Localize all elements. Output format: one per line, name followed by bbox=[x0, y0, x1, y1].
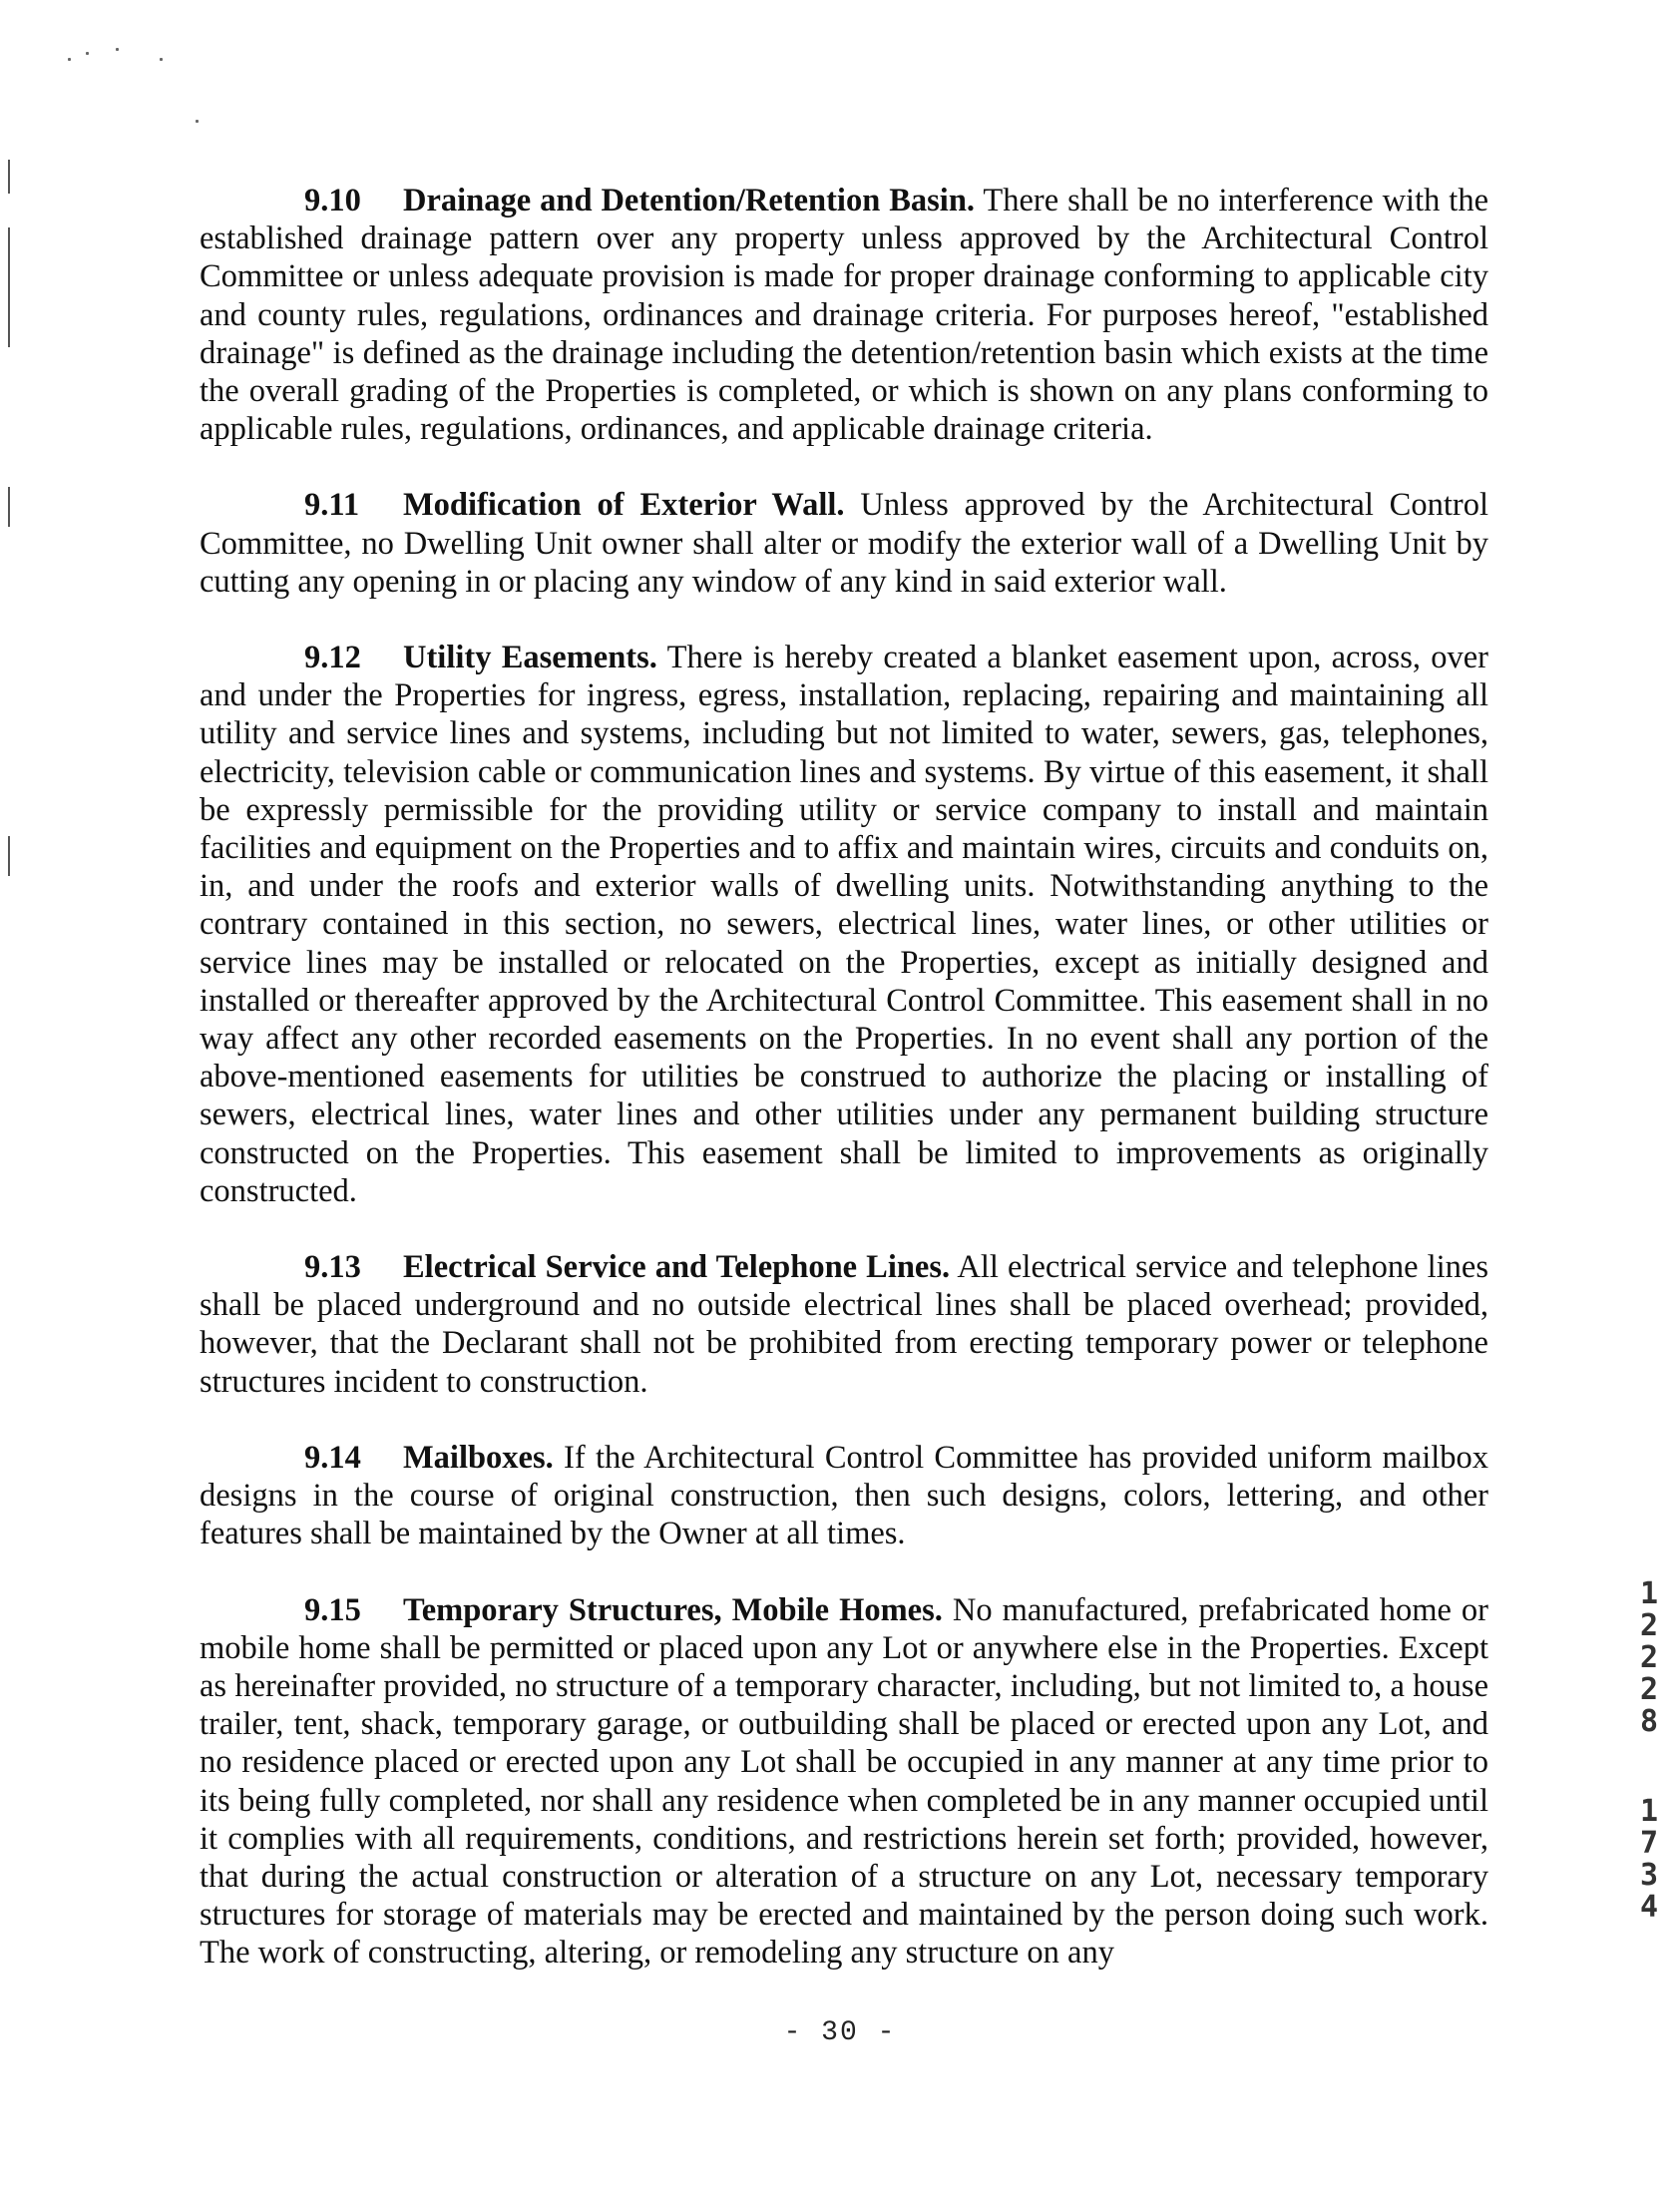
stamp-digit: 2 bbox=[1639, 1672, 1659, 1707]
stamp-digit: 3 bbox=[1639, 1858, 1659, 1893]
stamp-digit: 7 bbox=[1639, 1826, 1659, 1861]
scan-speck bbox=[68, 58, 71, 61]
section-body: All electrical service and telephone lines shall be placed underground and no outside electrical lines shall be placed overhead; provided, however, that the Declarant shall not be prohibited from erecting temporary power or telephone structures incident to construction. bbox=[200, 1249, 1488, 1400]
section-body: No manufactured, prefabricated home or mobile home shall be permitted or placed upon any Lot or anywhere else in the Properties. Except as hereinafter provided, no structure of a temporary character, including, but not limited to, a house trailer, tent, shack, temporary garage, or outbuilding shall be placed or erected upon any Lot, and no residence placed or erected upon any Lot shall be occupied in any manner at any time prior to its being fully completed, nor shall any residence when completed be in any manner occupied until it complies with all requirements, conditions, and restrictions herein set forth; provided, however, that during the actual construction or alteration of a structure on any Lot, necessary temporary structures for storage of materials may be erected and maintained by the person doing such work. The work of constructing, altering, or remodeling any structure on any bbox=[200, 1591, 1489, 1972]
section-heading: Modification of Exterior Wall. bbox=[403, 487, 845, 524]
section-number: 9.11 bbox=[304, 487, 360, 524]
section-9-13 bbox=[200, 1248, 1488, 1401]
stamp-gap bbox=[1634, 1738, 1664, 1796]
section-heading: Drainage and Detention/Retention Basin. bbox=[403, 183, 976, 219]
page-number: - 30 - bbox=[783, 2017, 897, 2048]
section-body: There shall be no interference with the established drainage pattern over any property unless approved by the Architectural Control Committee or unless adequate provision is made for proper drainage conforming to applicable city and county rules, regulations, ordinances and drainage criteria. For purposes hereof, "established drainage" is defined as the drainage including the detention/retention basin which exists at the time the overall grading of the Properties is completed, or which is shown on any plans conforming to applicable rules, regulations, ordinances, and applicable drainage criteria. bbox=[200, 183, 1489, 448]
stamp-digit: 2 bbox=[1639, 1640, 1659, 1675]
scan-mark bbox=[8, 227, 10, 347]
stamp-digit: 4 bbox=[1639, 1890, 1659, 1925]
section-body: There is hereby created a blanket easement upon, across, over and under the Properties for ingress, egress, installation, replacing, repairing and maintaining all utility and service lines and systems, including but not limited to water, sewers, gas, telephones, electricity, television cable or communication lines and systems. By virtue of this easement, it shall be expressly permissible for the providing utility or service company to install and maintain facilities and equipment on the Properties and to affix and maintain wires, circuits and conduits on, in, and under the roofs and exterior walls of dwelling units. Notwithstanding anything to the contrary contained in this section, no sewers, electrical lines, water lines, or other utilities or service lines may be installed or relocated on the Properties, except as initially designed and installed or thereafter approved by the Architectural Control Committee. This easement shall in no way affect any other recorded easements on the Properties. In no event shall any portion of the above-mentioned easements for utilities be construed to authorize the placing or installing of sewers, electrical lines, water lines and other utilities under any permanent building structure constructed on the Properties. This easement shall be limited to improvements as originally constructed. bbox=[200, 640, 1489, 1209]
section-9-12 bbox=[200, 639, 1488, 1210]
scan-mark bbox=[8, 487, 10, 527]
section-body: If the Architectural Control Committee has provided uniform mailbox designs in the course of original construction, then such designs, colors, lettering, and other features shall be maintained by the Owner at all times. bbox=[200, 1439, 1489, 1552]
section-9-15 bbox=[200, 1591, 1488, 1973]
scan-speck bbox=[196, 120, 199, 123]
stamp-digit: 1 bbox=[1639, 1794, 1659, 1829]
section-number: 9.14 bbox=[304, 1439, 361, 1476]
scan-speck bbox=[86, 52, 89, 55]
section-number: 9.13 bbox=[304, 1249, 361, 1286]
scan-mark bbox=[8, 836, 10, 876]
document-body bbox=[200, 182, 1488, 2010]
section-heading: Mailboxes. bbox=[403, 1439, 554, 1476]
scan-speck bbox=[116, 48, 119, 51]
recording-stamp bbox=[1634, 1578, 1664, 1924]
section-9-10 bbox=[200, 182, 1488, 448]
stamp-digit: 1 bbox=[1639, 1576, 1659, 1611]
section-9-11 bbox=[200, 486, 1488, 601]
section-number: 9.12 bbox=[304, 640, 361, 676]
stamp-digit: 2 bbox=[1639, 1608, 1659, 1643]
section-number: 9.10 bbox=[304, 183, 361, 219]
section-heading: Temporary Structures, Mobile Homes. bbox=[403, 1591, 943, 1628]
stamp-digit: 8 bbox=[1639, 1704, 1659, 1739]
section-number: 9.15 bbox=[304, 1591, 361, 1628]
section-body: Unless approved by the Architectural Control Committee, no Dwelling Unit owner shall alter or modify the exterior wall of a Dwelling Unit by cutting any opening in or placing any window of any kind in said exterior wall. bbox=[200, 487, 1488, 600]
scan-mark bbox=[8, 160, 10, 194]
scan-speck bbox=[160, 58, 163, 61]
section-9-14 bbox=[200, 1439, 1488, 1553]
section-heading: Electrical Service and Telephone Lines. bbox=[403, 1249, 951, 1286]
section-heading: Utility Easements. bbox=[403, 640, 657, 676]
